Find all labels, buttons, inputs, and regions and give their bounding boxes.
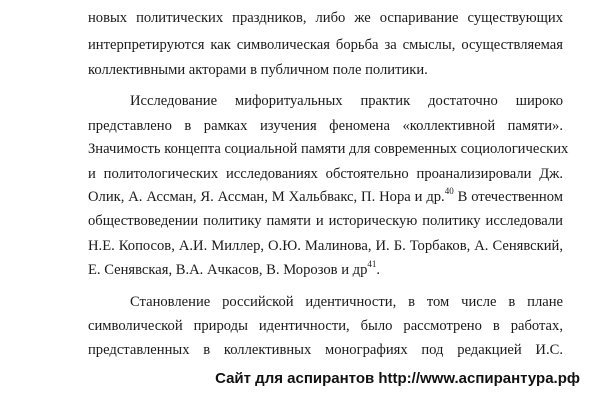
footnote-marker: 40: [444, 186, 454, 197]
text-line: интерпретируются как символическая борьба за смыслы, осуществляемая: [88, 37, 563, 53]
text-line-with-footnote: [88, 261, 563, 279]
text-segment: Е. Сенявская, В.А. Ачкасов, В. Морозов и др: [88, 262, 368, 278]
text-segment: В отечественном: [453, 189, 563, 205]
text-line: Становление российской идентичности, в том числе в плане: [130, 294, 563, 310]
text-line: и политологических исследованиях обстоятельно проанализировали Дж.: [88, 166, 563, 182]
text-line: коллективными акторами в публичном поле политики.: [88, 62, 428, 78]
text-line-with-footnote: [88, 188, 563, 206]
text-segment: .: [376, 262, 381, 278]
text-line: новых политических праздников, либо же оспаривание существующих: [88, 10, 563, 26]
text-line: обществоведении политику памяти и историческую политику исследовали: [88, 213, 563, 229]
text-line: Н.Е. Копосов, А.И. Миллер, О.Ю. Малинова, И. Б. Торбаков, А. Сенявский,: [88, 238, 563, 254]
text-line: Значимость концепта социальной памяти для современных социологических: [88, 141, 569, 157]
site-watermark: Сайт для аспирантов http://www.аспирантура.рф: [215, 370, 580, 387]
text-line: Исследование мифоритуальных практик достаточно широко: [130, 93, 563, 109]
text-segment: Олик, А. Ассман, Я. Ассман, М Хальбвакс, П. Нора и др.: [88, 189, 445, 205]
text-line: представленных в коллективных монографиях под редакцией И.С.: [88, 342, 563, 358]
footnote-marker: 41: [367, 259, 377, 270]
text-line: символической природы идентичности, было рассмотрено в работах,: [88, 318, 563, 334]
text-line: представлено в рамках изучения феномена «коллективной памяти».: [88, 118, 563, 134]
